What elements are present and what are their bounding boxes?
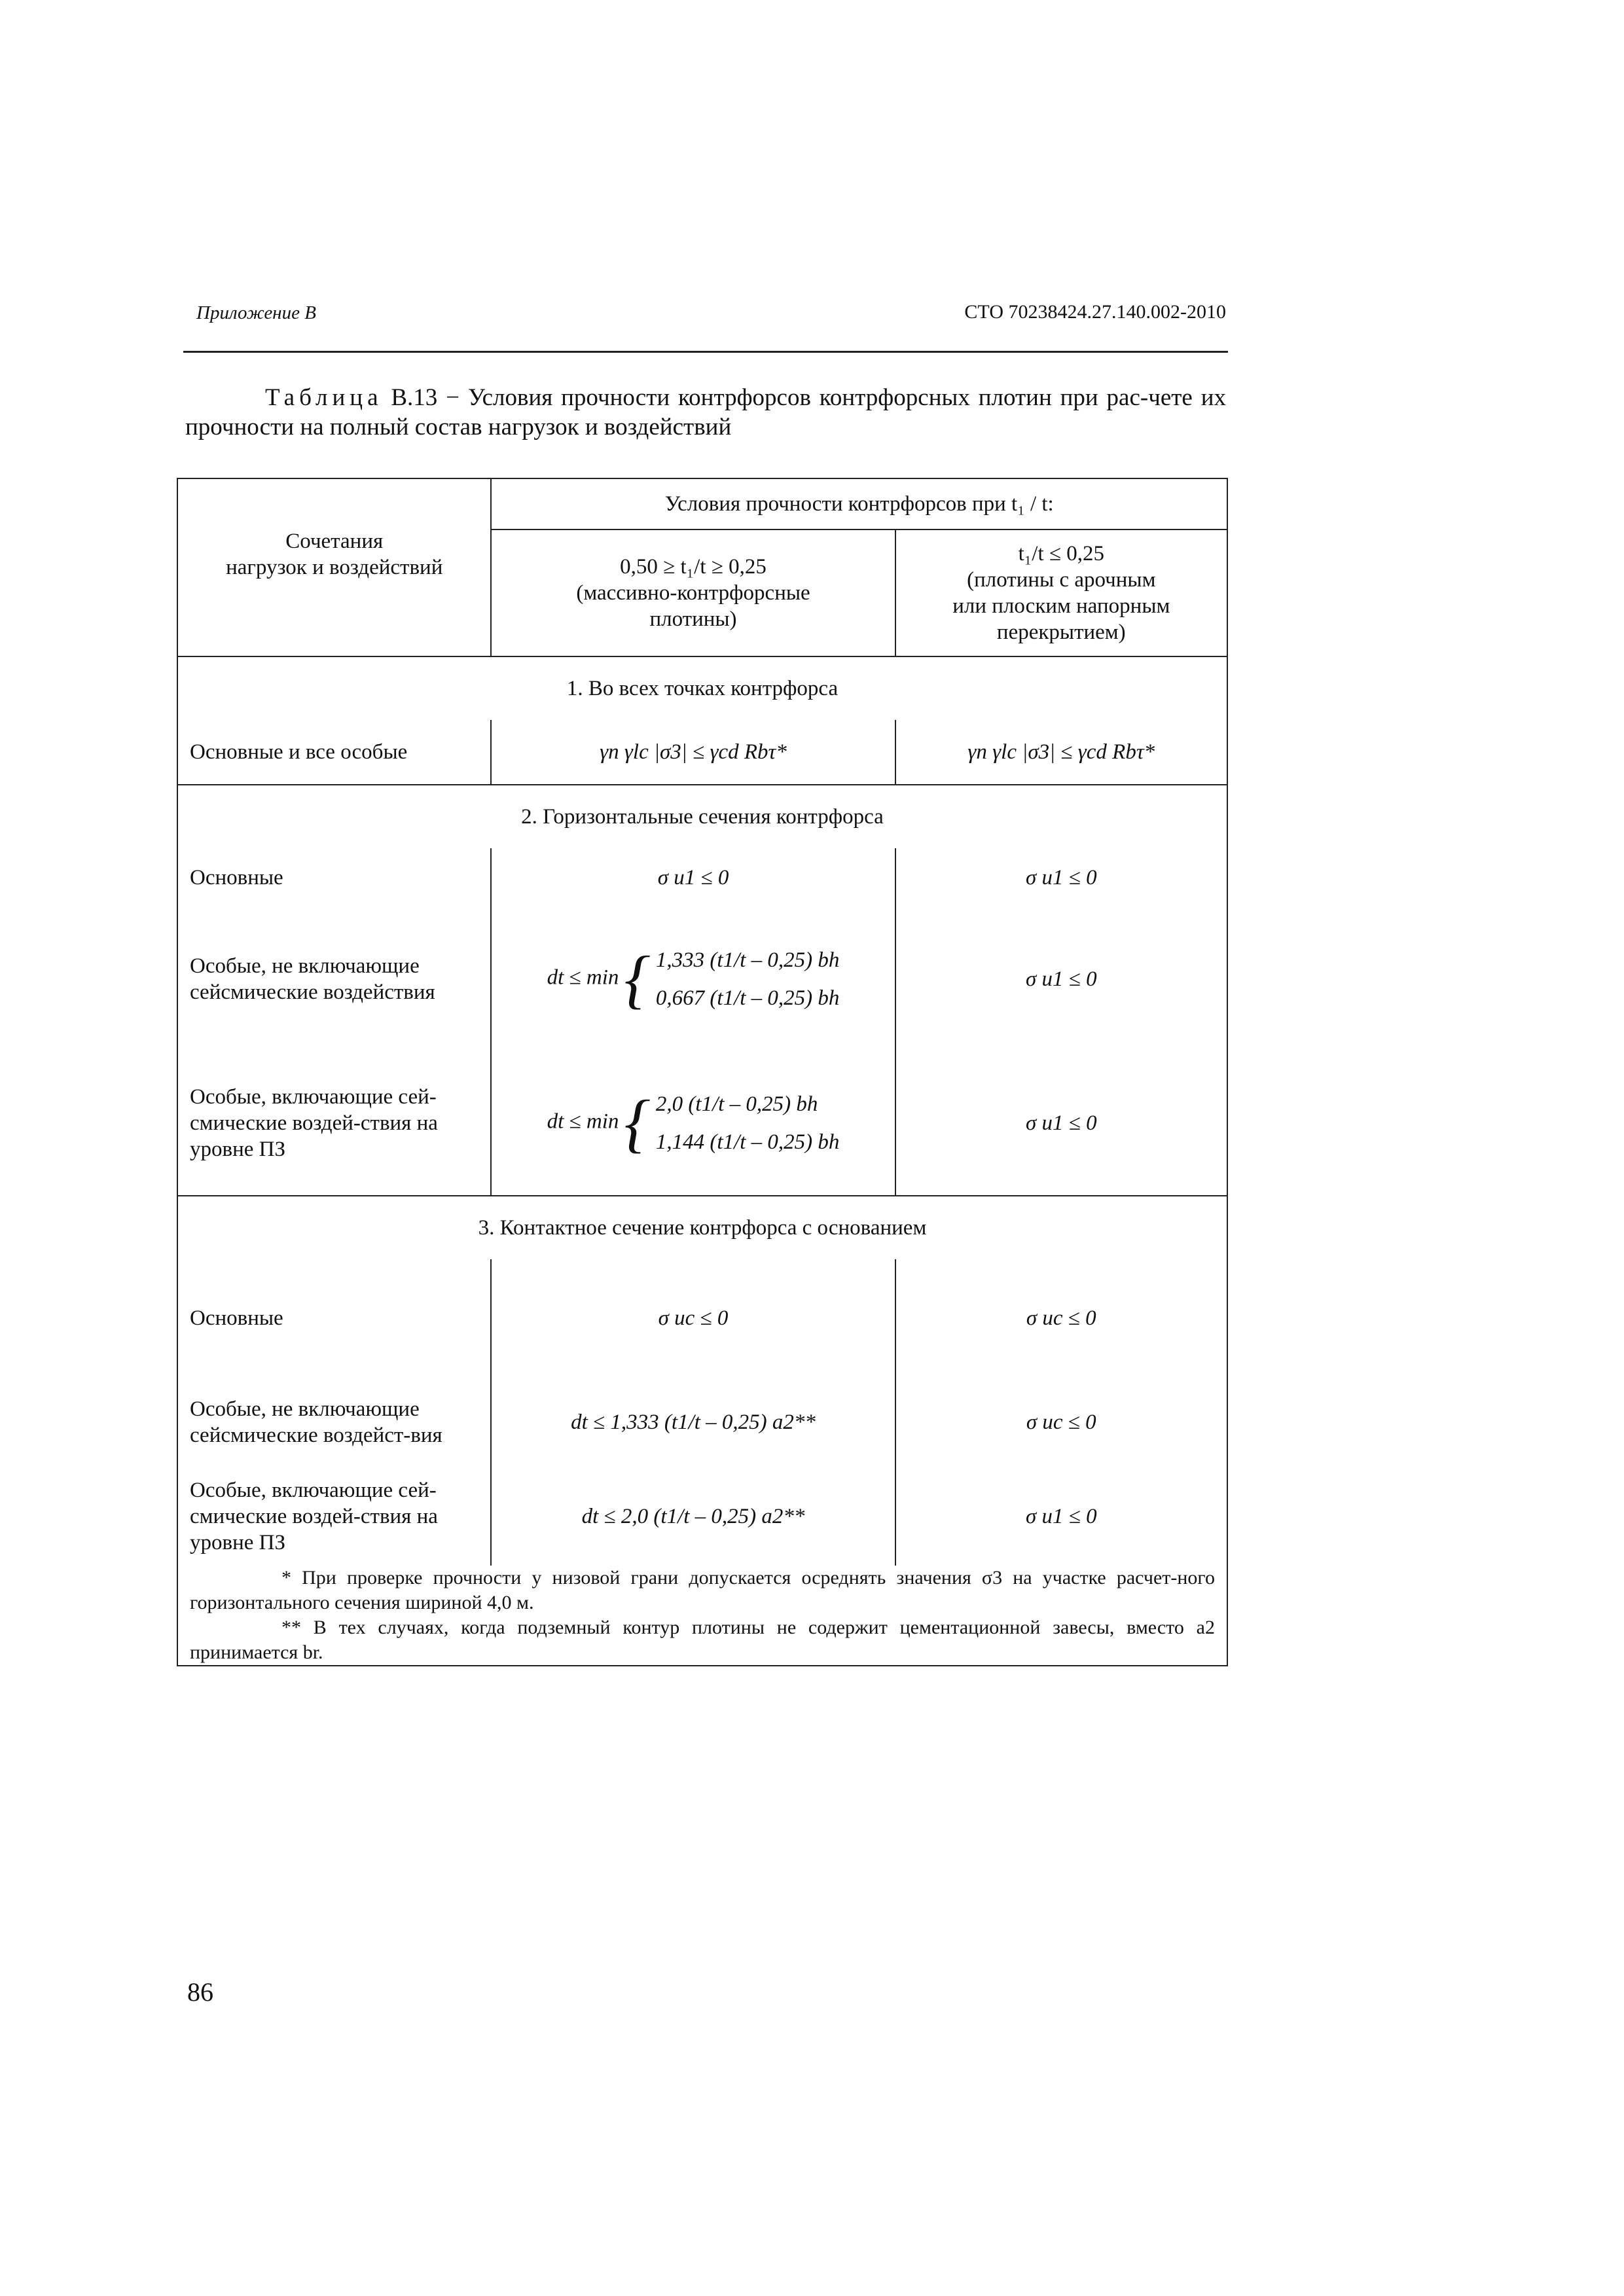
row-label: Особые, не включающие сейсмические воздействия: [190, 954, 435, 1004]
formula-cell: σ u1 ≤ 0: [895, 1051, 1227, 1196]
formula-line: 2,0 (t1/t – 0,25) bh: [655, 1092, 818, 1116]
section-1-title: 1. Во всех точках контрфорса: [566, 677, 839, 700]
col3-header-line: t₁/t ≤ 0,25: [1018, 542, 1104, 565]
row-label: Особые, включающие сей-смические воздей-ствия на уровне ПЗ: [190, 1479, 438, 1554]
table-row: [177, 848, 1227, 907]
row-label: Основные и все особые: [190, 740, 408, 764]
col1-header: [177, 478, 491, 656]
notes-row: [177, 1566, 1227, 1666]
header-row-1: [177, 478, 1227, 529]
col2-header-line: (массивно-контрфорсные: [576, 581, 810, 605]
table-row: [177, 720, 1227, 785]
col3-header-line: или плоским напорным: [952, 594, 1170, 618]
formula-cell: σ uc ≤ 0: [895, 1377, 1227, 1467]
formula-stack: [656, 941, 839, 1017]
strength-conditions-table: [177, 478, 1228, 1666]
table-row: [177, 1467, 1227, 1566]
formula-cell: σ u1 ≤ 0: [895, 907, 1227, 1051]
table-row: [177, 907, 1227, 1051]
formula-cell: dt ≤ 2,0 (t1/t – 0,25) a2**: [491, 1467, 895, 1566]
page-number: 86: [187, 1977, 213, 2007]
formula-cell: dt ≤ 1,333 (t1/t – 0,25) a2**: [491, 1377, 895, 1467]
footnote: * При проверке прочности у низовой грани допускается осреднять значения σ3 на участке расчет-ного горизонтального сечения шириной 4,0 м.: [190, 1567, 1215, 1613]
section-2-title: 2. Горизонтальные сечения контрфорса: [177, 785, 1227, 848]
formula-cell: [491, 1051, 895, 1196]
section-title-row: [177, 785, 1227, 848]
formula-line: 1,144 (t1/t – 0,25) bh: [655, 1130, 840, 1154]
curly-brace-icon: {: [624, 1086, 651, 1159]
table-row: [177, 1051, 1227, 1196]
appendix-label: Приложение В: [196, 302, 316, 323]
row-label: Особые, включающие сей-смические воздей-ствия на уровне ПЗ: [190, 1085, 438, 1161]
section-title-row: [177, 656, 1227, 720]
row-label: Особые, не включающие сейсмические воздейст-вия: [190, 1397, 442, 1447]
header-rule: [183, 351, 1228, 353]
caption-text: В.13 − Условия прочности контрфорсов контрфорсных плотин при рас-чете их прочности на полный состав нагрузок и воздействий: [185, 384, 1226, 440]
col23-header: Условия прочности контрфорсов при t₁ / t:: [491, 478, 1227, 529]
col2-header-line: 0,50 ≥ t₁/t ≥ 0,25: [620, 555, 767, 579]
col2-header: [491, 529, 895, 656]
section-title-row: [177, 1196, 1227, 1259]
row-label: Основные: [190, 866, 283, 889]
table-row: [177, 1377, 1227, 1467]
formula-cell: [491, 907, 895, 1051]
formula-prefix: dt ≤ min: [547, 1109, 619, 1134]
col1-header-line: Сочетания: [285, 529, 384, 553]
formula-cell: σ u1 ≤ 0: [895, 848, 1227, 907]
table-caption: [185, 383, 1226, 442]
col3-header-line: перекрытием): [996, 620, 1126, 644]
formula-line: 0,667 (t1/t – 0,25) bh: [655, 986, 840, 1010]
formula-cell: σ uc ≤ 0: [895, 1259, 1227, 1377]
table-row: [177, 1259, 1227, 1377]
caption-prefix: Таблица: [265, 384, 383, 411]
standard-code: СТО 70238424.27.140.002-2010: [964, 301, 1226, 323]
section-3-title: 3. Контактное сечение контрфорса с основанием: [177, 1196, 1227, 1259]
table-notes: [177, 1566, 1227, 1666]
row-label: Основные: [190, 1306, 283, 1330]
col3-header: [895, 529, 1227, 656]
footnote: ** В тех случаях, когда подземный контур плотины не содержит цементационной завесы, вместо a2 принимается br.: [190, 1617, 1215, 1663]
formula-cell: σ u1 ≤ 0: [895, 1467, 1227, 1566]
formula-prefix: dt ≤ min: [547, 965, 619, 990]
formula-cell: σ u1 ≤ 0: [491, 848, 895, 907]
col2-header-line: плотины): [649, 607, 737, 631]
formula-cell: γn γlc |σ3| ≤ γcd Rbτ*: [491, 720, 895, 785]
col3-header-line: (плотины с арочным: [967, 568, 1156, 592]
col1-header-line: нагрузок и воздействий: [226, 556, 443, 579]
curly-brace-icon: {: [624, 942, 651, 1015]
formula-cell: γn γlc |σ3| ≤ γcd Rbτ*: [895, 720, 1227, 785]
formula-line: 1,333 (t1/t – 0,25) bh: [655, 948, 840, 972]
formula-cell: σ uc ≤ 0: [491, 1259, 895, 1377]
formula-stack: [656, 1085, 839, 1161]
